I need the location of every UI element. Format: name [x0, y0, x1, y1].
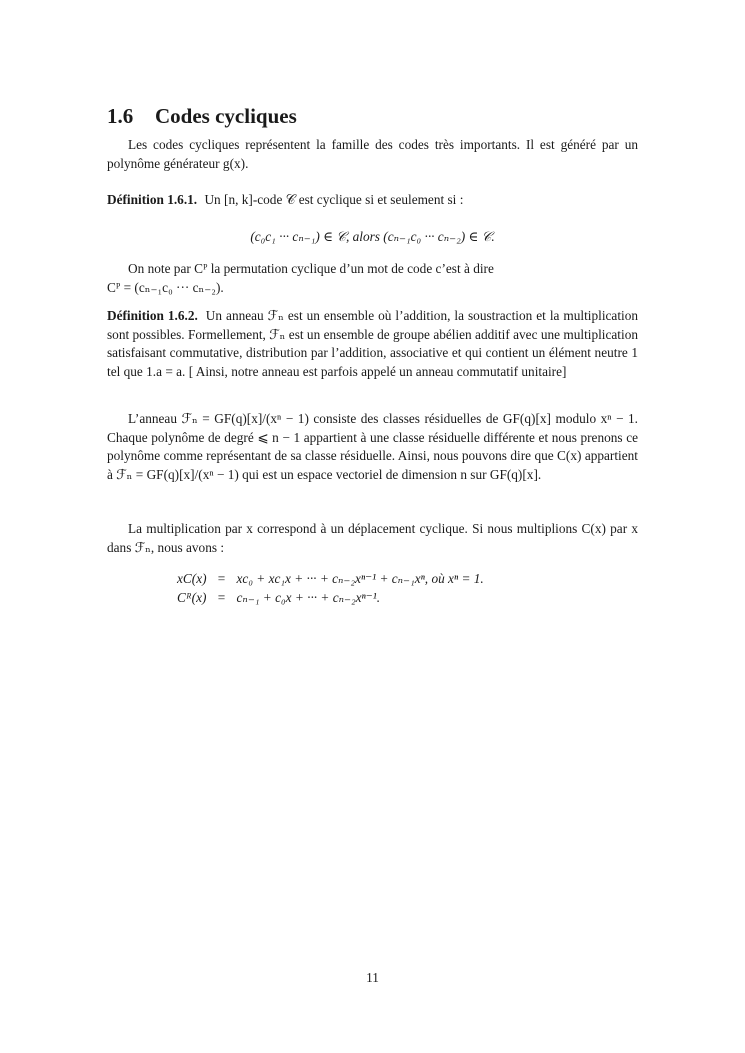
equation-2-rhs: cₙ₋₁ + c₀x + ··· + cₙ₋₂xⁿ⁻¹.	[236, 589, 381, 605]
permutation-note-line2: Cᴾ = (cₙ₋₁c₀ ··· cₙ₋₂).	[107, 280, 224, 295]
equation-2-rel: =	[217, 589, 226, 605]
equation-2-lhs: Cᴿ(x)	[177, 589, 207, 605]
section-heading	[107, 104, 297, 129]
section-number: 1.6	[107, 104, 134, 128]
definition-1-6-1	[107, 191, 638, 210]
section-title: Codes cycliques	[155, 104, 297, 128]
definition-1-6-2	[107, 307, 638, 381]
cyclic-condition-equation: (c₀c₁ ··· cₙ₋₁) ∈ 𝒞, alors (cₙ₋₁c₀ ··· cₙ₋₂) ∈ 𝒞.	[250, 229, 495, 244]
intro-paragraph: Les codes cycliques représentent la famille des codes très importants. Il est généré par un polynôme générateur g(x).	[107, 137, 638, 171]
ring-paragraph: L’anneau ℱₙ = GF(q)[x]/(xⁿ − 1) consiste des classes résiduelles de GF(q)[x] modulo xⁿ − 1. Chaque polynôme de degré ⩽ n − 1 appartient à une classe résiduelle différente et nous prenons ce polynôme comme représentant de sa classe résiduelle. Ainsi, nous pouvons dire que C(x) appartient à ℱₙ = GF(q)[x]/(xⁿ − 1) qui est un espace vectoriel de dimension n sur GF(q)[x].	[107, 411, 638, 482]
equation-1-rhs: xc₀ + xc₁x + ··· + cₙ₋₂xⁿ⁻¹ + cₙ₋₁xⁿ, où xⁿ = 1.	[236, 571, 484, 586]
equation-1-rel: =	[217, 571, 226, 586]
multiplication-paragraph: La multiplication par x correspond à un déplacement cyclique. Si nous multiplions C(x) par x dans ℱₙ, nous avons :	[107, 521, 638, 555]
definition-1-6-1-heading: Définition 1.6.1.	[107, 192, 198, 207]
equation-1-lhs: xC(x)	[177, 571, 207, 586]
definition-1-6-1-body: Un [n, k]-code 𝒞 est cyclique si et seulement si :	[204, 192, 464, 207]
shift-equations	[177, 570, 484, 607]
definition-1-6-2-body: Un anneau ℱₙ est un ensemble où l’addition, la soustraction et la multiplication sont possibles. Formellement, ℱₙ est un ensemble de groupe abélien additif avec une multiplication satisfaisant commutative, distribution par l’addition, associative et qui contient un élément neutre 1 tel que 1.a = a. [ Ainsi, notre anneau est parfois appelé un anneau commutatif unitaire]	[107, 308, 639, 379]
page-number: 11	[366, 970, 379, 985]
permutation-note-line1: On note par Cᴾ la permutation cyclique d’un mot de code c’est à dire	[128, 261, 494, 276]
definition-1-6-2-heading: Définition 1.6.2.	[107, 308, 198, 323]
